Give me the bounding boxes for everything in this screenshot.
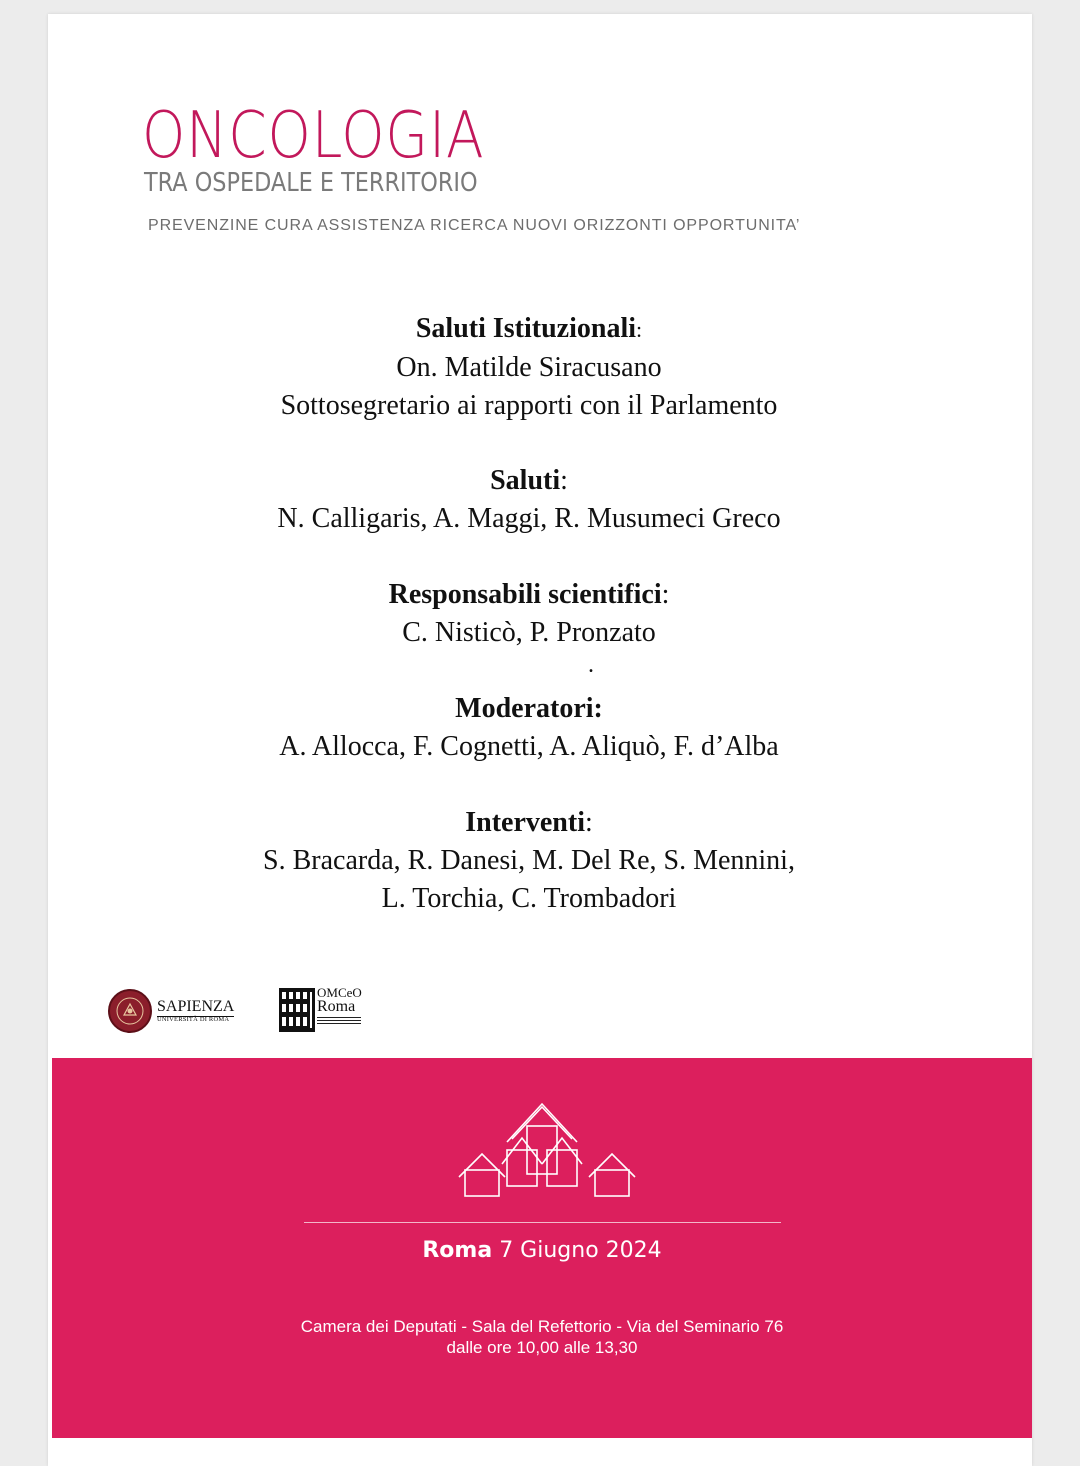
event-city: Roma — [422, 1238, 493, 1263]
heading-colon: : — [661, 579, 670, 610]
section-interventi — [48, 804, 1010, 918]
speaker-line: S. Bracarda, R. Danesi, M. Del Re, S. Mennini, — [263, 845, 795, 876]
venue-address: Camera dei Deputati - Sala del Refettorio - Via del Seminario 76 — [300, 1317, 784, 1336]
section-heading: Interventi — [465, 807, 585, 838]
sapienza-seal-icon — [108, 989, 152, 1033]
speaker-line: C. Nisticò, P. Pronzato — [402, 617, 656, 648]
omceo-name: OMCeO — [317, 985, 362, 1000]
omceo-subtext-lines — [317, 1017, 361, 1026]
heading-colon: : — [584, 807, 593, 838]
omceo-city: Roma — [317, 998, 356, 1015]
event-title: ONCOLOGIA — [142, 99, 485, 173]
event-venue — [52, 1316, 1032, 1358]
section-saluti-istituzionali — [48, 310, 1010, 425]
speaker-line: Sottosegretario ai rapporti con il Parlamento — [280, 390, 778, 421]
sapienza-logo — [108, 989, 234, 1033]
speaker-line: On. Matilde Siracusano — [396, 352, 662, 383]
heading-colon: : — [636, 317, 643, 342]
heading-colon: : — [560, 465, 568, 496]
section-moderatori — [48, 690, 1010, 766]
event-time: dalle ore 10,00 alle 13,30 — [446, 1338, 638, 1357]
section-heading: Moderatori: — [455, 693, 603, 724]
omceo-logo — [279, 986, 362, 1032]
sapienza-sub: UNIVERSITÀ DI ROMA — [157, 1015, 230, 1023]
event-tagline: PREVENZINE CURA ASSISTENZA RICERCA NUOVI ORIZZONTI OPPORTUNITA’ — [148, 217, 801, 234]
colosseum-icon — [279, 986, 315, 1032]
section-responsabili — [48, 576, 1010, 652]
event-date — [52, 1238, 1032, 1263]
section-heading: Responsabili scientifici — [388, 579, 662, 610]
section-heading: Saluti — [490, 465, 561, 496]
flyer-page — [48, 14, 1032, 1466]
houses-outline-icon — [457, 1102, 637, 1202]
sapienza-name: SAPIENZA — [157, 997, 235, 1015]
section-heading: Saluti Istituzionali — [415, 313, 637, 344]
event-day: 7 Giugno 2024 — [499, 1238, 662, 1263]
speaker-line: A. Allocca, F. Cognetti, A. Aliquò, F. d’Alba — [279, 731, 779, 762]
speaker-line: L. Torchia, C. Trombadori — [381, 883, 677, 914]
speaker-line: N. Calligaris, A. Maggi, R. Musumeci Greco — [277, 503, 781, 534]
footer-divider — [304, 1222, 781, 1223]
footer-band — [52, 1058, 1032, 1438]
separator-dot: . — [588, 652, 594, 678]
section-saluti — [48, 462, 1010, 538]
event-subtitle: TRA OSPEDALE E TERRITORIO — [144, 168, 478, 198]
